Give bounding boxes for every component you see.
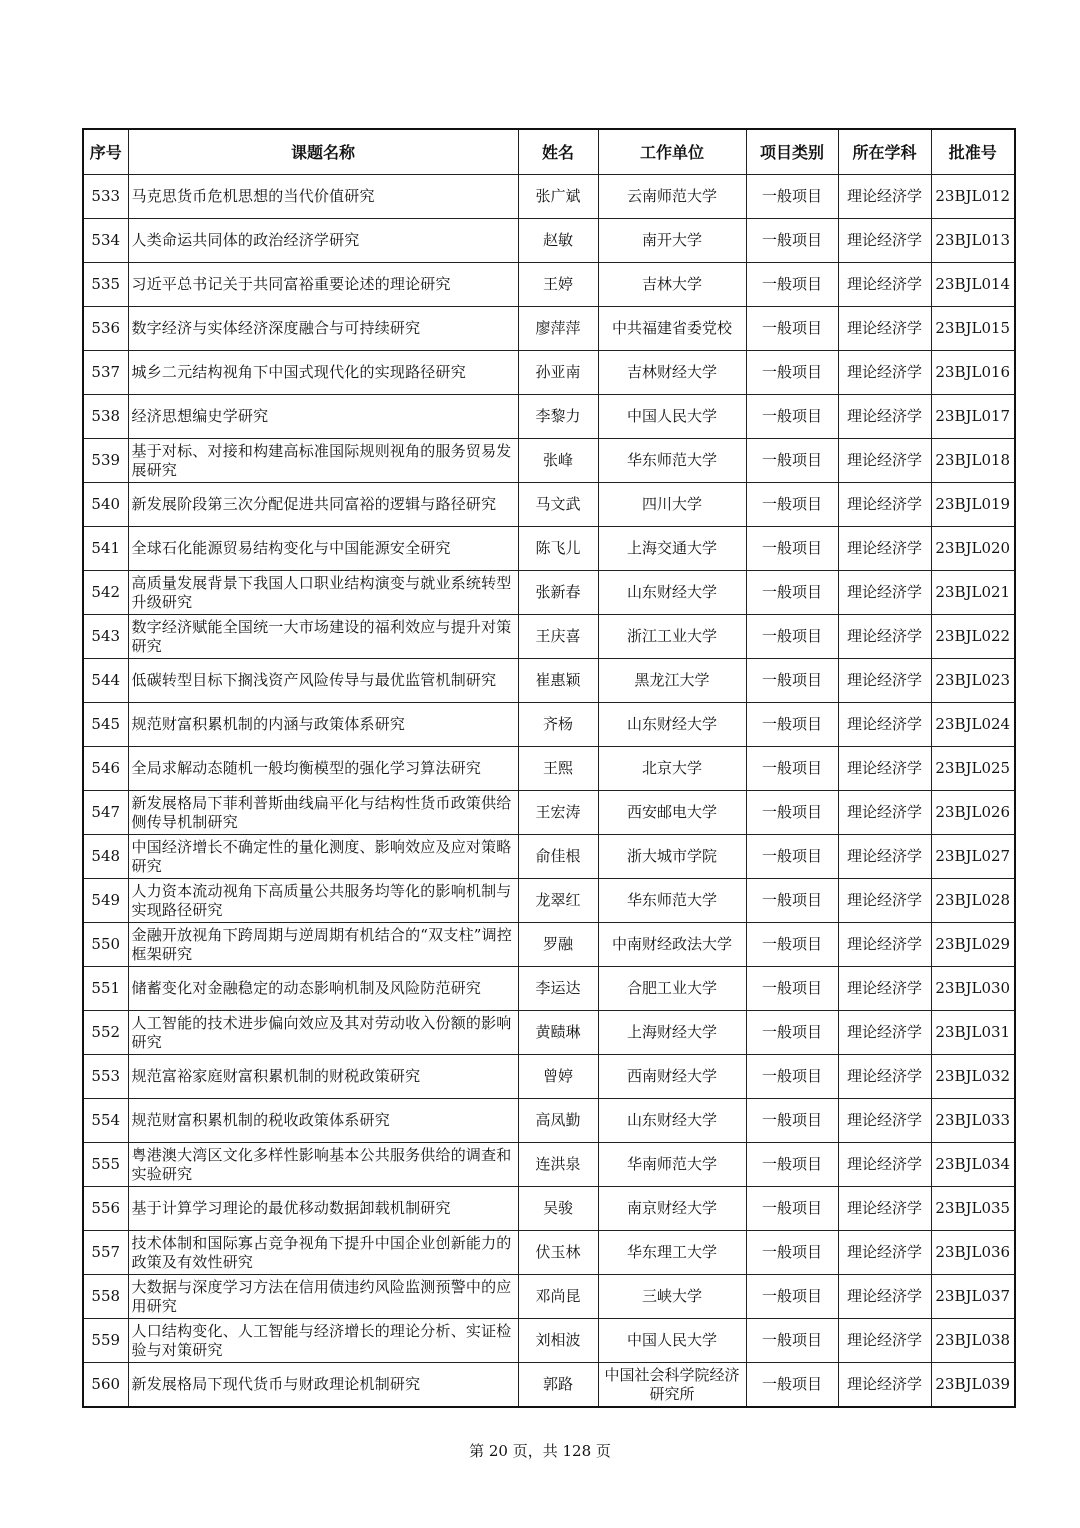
table-row	[83, 923, 1015, 967]
cell-unit: 中南财经政法大学	[598, 923, 746, 967]
cell-discipline: 理论经济学	[838, 703, 931, 747]
cell-title: 习近平总书记关于共同富裕重要论述的理论研究	[128, 263, 518, 307]
cell-title: 人力资本流动视角下高质量公共服务均等化的影响机制与实现路径研究	[128, 879, 518, 923]
cell-discipline: 理论经济学	[838, 879, 931, 923]
cell-approval-no: 23BJL018	[931, 439, 1015, 483]
cell-discipline: 理论经济学	[838, 527, 931, 571]
cell-title: 技术体制和国际寡占竞争视角下提升中国企业创新能力的政策及有效性研究	[128, 1231, 518, 1275]
cell-title: 马克思货币危机思想的当代价值研究	[128, 175, 518, 219]
cell-name: 黄赜琳	[518, 1011, 598, 1055]
cell-discipline: 理论经济学	[838, 351, 931, 395]
cell-index: 543	[83, 615, 128, 659]
cell-unit: 南开大学	[598, 219, 746, 263]
cell-index: 557	[83, 1231, 128, 1275]
cell-index: 549	[83, 879, 128, 923]
cell-name: 曾婷	[518, 1055, 598, 1099]
table-row	[83, 1187, 1015, 1231]
cell-approval-no: 23BJL026	[931, 791, 1015, 835]
cell-category: 一般项目	[746, 219, 838, 263]
cell-title: 城乡二元结构视角下中国式现代化的实现路径研究	[128, 351, 518, 395]
cell-unit: 四川大学	[598, 483, 746, 527]
cell-category: 一般项目	[746, 615, 838, 659]
cell-unit: 山东财经大学	[598, 1099, 746, 1143]
cell-discipline: 理论经济学	[838, 615, 931, 659]
cell-name: 刘相波	[518, 1319, 598, 1363]
cell-category: 一般项目	[746, 835, 838, 879]
cell-index: 554	[83, 1099, 128, 1143]
cell-unit: 吉林大学	[598, 263, 746, 307]
cell-name: 廖萍萍	[518, 307, 598, 351]
cell-discipline: 理论经济学	[838, 263, 931, 307]
table-row	[83, 879, 1015, 923]
cell-category: 一般项目	[746, 483, 838, 527]
cell-category: 一般项目	[746, 1363, 838, 1408]
cell-unit: 华东师范大学	[598, 439, 746, 483]
cell-name: 罗融	[518, 923, 598, 967]
cell-category: 一般项目	[746, 1011, 838, 1055]
cell-name: 崔惠颖	[518, 659, 598, 703]
cell-name: 马文武	[518, 483, 598, 527]
cell-unit: 华南师范大学	[598, 1143, 746, 1187]
cell-approval-no: 23BJL024	[931, 703, 1015, 747]
cell-title: 低碳转型目标下搁浅资产风险传导与最优监管机制研究	[128, 659, 518, 703]
cell-index: 533	[83, 175, 128, 219]
cell-discipline: 理论经济学	[838, 1143, 931, 1187]
cell-index: 547	[83, 791, 128, 835]
cell-category: 一般项目	[746, 879, 838, 923]
cell-name: 陈飞儿	[518, 527, 598, 571]
cell-approval-no: 23BJL033	[931, 1099, 1015, 1143]
cell-discipline: 理论经济学	[838, 1011, 931, 1055]
table-row	[83, 615, 1015, 659]
header-index: 序号	[83, 129, 128, 175]
cell-discipline: 理论经济学	[838, 439, 931, 483]
cell-category: 一般项目	[746, 1143, 838, 1187]
project-table	[82, 128, 1016, 1408]
table-row	[83, 1363, 1015, 1408]
cell-category: 一般项目	[746, 571, 838, 615]
cell-unit: 南京财经大学	[598, 1187, 746, 1231]
cell-unit: 中国人民大学	[598, 395, 746, 439]
cell-unit: 上海交通大学	[598, 527, 746, 571]
table-row	[83, 483, 1015, 527]
cell-title: 高质量发展背景下我国人口职业结构演变与就业系统转型升级研究	[128, 571, 518, 615]
table-row	[83, 703, 1015, 747]
cell-title: 新发展格局下菲利普斯曲线扁平化与结构性货币政策供给侧传导机制研究	[128, 791, 518, 835]
cell-index: 535	[83, 263, 128, 307]
cell-title: 全局求解动态随机一般均衡模型的强化学习算法研究	[128, 747, 518, 791]
cell-index: 546	[83, 747, 128, 791]
table-row	[83, 1275, 1015, 1319]
cell-name: 赵敏	[518, 219, 598, 263]
cell-index: 555	[83, 1143, 128, 1187]
cell-category: 一般项目	[746, 395, 838, 439]
cell-unit: 三峡大学	[598, 1275, 746, 1319]
cell-approval-no: 23BJL021	[931, 571, 1015, 615]
cell-approval-no: 23BJL035	[931, 1187, 1015, 1231]
cell-name: 伏玉林	[518, 1231, 598, 1275]
table-row	[83, 263, 1015, 307]
cell-category: 一般项目	[746, 703, 838, 747]
cell-approval-no: 23BJL027	[931, 835, 1015, 879]
cell-approval-no: 23BJL030	[931, 967, 1015, 1011]
cell-title: 大数据与深度学习方法在信用债违约风险监测预警中的应用研究	[128, 1275, 518, 1319]
cell-name: 郭路	[518, 1363, 598, 1408]
cell-title: 数字经济赋能全国统一大市场建设的福利效应与提升对策研究	[128, 615, 518, 659]
cell-name: 连洪泉	[518, 1143, 598, 1187]
table-row	[83, 1099, 1015, 1143]
cell-index: 556	[83, 1187, 128, 1231]
cell-index: 541	[83, 527, 128, 571]
cell-category: 一般项目	[746, 1231, 838, 1275]
cell-discipline: 理论经济学	[838, 1319, 931, 1363]
cell-title: 粤港澳大湾区文化多样性影响基本公共服务供给的调查和实验研究	[128, 1143, 518, 1187]
cell-title: 新发展格局下现代货币与财政理论机制研究	[128, 1363, 518, 1408]
cell-category: 一般项目	[746, 263, 838, 307]
table-row	[83, 1011, 1015, 1055]
cell-name: 高凤勤	[518, 1099, 598, 1143]
table-row	[83, 439, 1015, 483]
cell-name: 李运达	[518, 967, 598, 1011]
cell-discipline: 理论经济学	[838, 395, 931, 439]
cell-title: 规范财富积累机制的税收政策体系研究	[128, 1099, 518, 1143]
cell-discipline: 理论经济学	[838, 659, 931, 703]
cell-category: 一般项目	[746, 791, 838, 835]
cell-name: 王熙	[518, 747, 598, 791]
cell-index: 553	[83, 1055, 128, 1099]
table-row	[83, 571, 1015, 615]
cell-unit: 西南财经大学	[598, 1055, 746, 1099]
cell-category: 一般项目	[746, 747, 838, 791]
table-row	[83, 527, 1015, 571]
cell-approval-no: 23BJL038	[931, 1319, 1015, 1363]
cell-name: 王庆喜	[518, 615, 598, 659]
cell-unit: 上海财经大学	[598, 1011, 746, 1055]
cell-unit: 山东财经大学	[598, 571, 746, 615]
cell-category: 一般项目	[746, 1187, 838, 1231]
cell-category: 一般项目	[746, 923, 838, 967]
cell-name: 齐杨	[518, 703, 598, 747]
header-unit: 工作单位	[598, 129, 746, 175]
table-row	[83, 747, 1015, 791]
cell-approval-no: 23BJL019	[931, 483, 1015, 527]
cell-title: 中国经济增长不确定性的量化测度、影响效应及应对策略研究	[128, 835, 518, 879]
table-row	[83, 219, 1015, 263]
cell-unit: 中共福建省委党校	[598, 307, 746, 351]
cell-index: 560	[83, 1363, 128, 1408]
cell-approval-no: 23BJL014	[931, 263, 1015, 307]
cell-index: 551	[83, 967, 128, 1011]
cell-approval-no: 23BJL039	[931, 1363, 1015, 1408]
table-row	[83, 1055, 1015, 1099]
cell-index: 534	[83, 219, 128, 263]
cell-unit: 西安邮电大学	[598, 791, 746, 835]
cell-index: 559	[83, 1319, 128, 1363]
table-row	[83, 1143, 1015, 1187]
cell-category: 一般项目	[746, 439, 838, 483]
cell-unit: 北京大学	[598, 747, 746, 791]
cell-name: 王宏涛	[518, 791, 598, 835]
table-row	[83, 791, 1015, 835]
cell-index: 545	[83, 703, 128, 747]
cell-discipline: 理论经济学	[838, 747, 931, 791]
cell-title: 储蓄变化对金融稳定的动态影响机制及风险防范研究	[128, 967, 518, 1011]
table-row	[83, 1319, 1015, 1363]
cell-unit: 合肥工业大学	[598, 967, 746, 1011]
cell-approval-no: 23BJL029	[931, 923, 1015, 967]
cell-discipline: 理论经济学	[838, 175, 931, 219]
cell-unit: 中国人民大学	[598, 1319, 746, 1363]
cell-index: 537	[83, 351, 128, 395]
table-header-row	[83, 129, 1015, 175]
cell-category: 一般项目	[746, 1275, 838, 1319]
cell-title: 人类命运共同体的政治经济学研究	[128, 219, 518, 263]
cell-name: 王婷	[518, 263, 598, 307]
cell-index: 539	[83, 439, 128, 483]
cell-discipline: 理论经济学	[838, 1231, 931, 1275]
cell-unit: 中国社会科学院经济研究所	[598, 1363, 746, 1408]
cell-index: 538	[83, 395, 128, 439]
cell-category: 一般项目	[746, 307, 838, 351]
cell-approval-no: 23BJL036	[931, 1231, 1015, 1275]
header-discipline: 所在学科	[838, 129, 931, 175]
cell-approval-no: 23BJL016	[931, 351, 1015, 395]
cell-category: 一般项目	[746, 175, 838, 219]
cell-index: 552	[83, 1011, 128, 1055]
header-title: 课题名称	[128, 129, 518, 175]
cell-name: 龙翠红	[518, 879, 598, 923]
cell-approval-no: 23BJL012	[931, 175, 1015, 219]
cell-name: 李黎力	[518, 395, 598, 439]
cell-discipline: 理论经济学	[838, 571, 931, 615]
cell-discipline: 理论经济学	[838, 307, 931, 351]
cell-approval-no: 23BJL022	[931, 615, 1015, 659]
cell-title: 金融开放视角下跨周期与逆周期有机结合的“双支柱”调控框架研究	[128, 923, 518, 967]
cell-discipline: 理论经济学	[838, 1187, 931, 1231]
cell-title: 规范富裕家庭财富积累机制的财税政策研究	[128, 1055, 518, 1099]
cell-approval-no: 23BJL023	[931, 659, 1015, 703]
cell-discipline: 理论经济学	[838, 791, 931, 835]
table-row	[83, 395, 1015, 439]
cell-discipline: 理论经济学	[838, 1363, 931, 1408]
cell-approval-no: 23BJL013	[931, 219, 1015, 263]
cell-name: 孙亚南	[518, 351, 598, 395]
header-approval-no: 批准号	[931, 129, 1015, 175]
cell-category: 一般项目	[746, 1055, 838, 1099]
cell-title: 经济思想编史学研究	[128, 395, 518, 439]
cell-approval-no: 23BJL025	[931, 747, 1015, 791]
cell-title: 人口结构变化、人工智能与经济增长的理论分析、实证检验与对策研究	[128, 1319, 518, 1363]
table-row	[83, 967, 1015, 1011]
cell-unit: 山东财经大学	[598, 703, 746, 747]
cell-index: 544	[83, 659, 128, 703]
table-row	[83, 307, 1015, 351]
cell-name: 张广斌	[518, 175, 598, 219]
header-name: 姓名	[518, 129, 598, 175]
cell-category: 一般项目	[746, 659, 838, 703]
cell-index: 536	[83, 307, 128, 351]
cell-approval-no: 23BJL034	[931, 1143, 1015, 1187]
table-row	[83, 659, 1015, 703]
cell-title: 人工智能的技术进步偏向效应及其对劳动收入份额的影响研究	[128, 1011, 518, 1055]
table-row	[83, 835, 1015, 879]
cell-approval-no: 23BJL020	[931, 527, 1015, 571]
cell-name: 张新春	[518, 571, 598, 615]
cell-unit: 黑龙江大学	[598, 659, 746, 703]
cell-approval-no: 23BJL037	[931, 1275, 1015, 1319]
cell-category: 一般项目	[746, 1319, 838, 1363]
cell-discipline: 理论经济学	[838, 967, 931, 1011]
cell-approval-no: 23BJL017	[931, 395, 1015, 439]
cell-discipline: 理论经济学	[838, 219, 931, 263]
cell-approval-no: 23BJL032	[931, 1055, 1015, 1099]
cell-index: 540	[83, 483, 128, 527]
cell-index: 550	[83, 923, 128, 967]
cell-approval-no: 23BJL031	[931, 1011, 1015, 1055]
cell-unit: 云南师范大学	[598, 175, 746, 219]
cell-name: 张峰	[518, 439, 598, 483]
table-row	[83, 351, 1015, 395]
cell-index: 548	[83, 835, 128, 879]
cell-name: 吴骏	[518, 1187, 598, 1231]
cell-name: 邓尚昆	[518, 1275, 598, 1319]
cell-index: 558	[83, 1275, 128, 1319]
cell-discipline: 理论经济学	[838, 483, 931, 527]
cell-discipline: 理论经济学	[838, 1099, 931, 1143]
cell-discipline: 理论经济学	[838, 923, 931, 967]
cell-approval-no: 23BJL028	[931, 879, 1015, 923]
cell-unit: 浙大城市学院	[598, 835, 746, 879]
cell-title: 全球石化能源贸易结构变化与中国能源安全研究	[128, 527, 518, 571]
cell-approval-no: 23BJL015	[931, 307, 1015, 351]
header-category: 项目类别	[746, 129, 838, 175]
cell-unit: 浙江工业大学	[598, 615, 746, 659]
cell-discipline: 理论经济学	[838, 1275, 931, 1319]
cell-title: 数字经济与实体经济深度融合与可持续研究	[128, 307, 518, 351]
cell-title: 基于对标、对接和构建高标准国际规则视角的服务贸易发展研究	[128, 439, 518, 483]
cell-title: 规范财富积累机制的内涵与政策体系研究	[128, 703, 518, 747]
page-footer: 第 20 页，共 128 页	[469, 1442, 611, 1460]
table-row	[83, 175, 1015, 219]
cell-index: 542	[83, 571, 128, 615]
cell-title: 新发展阶段第三次分配促进共同富裕的逻辑与路径研究	[128, 483, 518, 527]
cell-discipline: 理论经济学	[838, 835, 931, 879]
cell-discipline: 理论经济学	[838, 1055, 931, 1099]
cell-category: 一般项目	[746, 351, 838, 395]
table-row	[83, 1231, 1015, 1275]
cell-category: 一般项目	[746, 967, 838, 1011]
cell-unit: 吉林财经大学	[598, 351, 746, 395]
cell-title: 基于计算学习理论的最优移动数据卸载机制研究	[128, 1187, 518, 1231]
cell-unit: 华东师范大学	[598, 879, 746, 923]
cell-name: 俞佳根	[518, 835, 598, 879]
cell-category: 一般项目	[746, 527, 838, 571]
cell-unit: 华东理工大学	[598, 1231, 746, 1275]
cell-category: 一般项目	[746, 1099, 838, 1143]
